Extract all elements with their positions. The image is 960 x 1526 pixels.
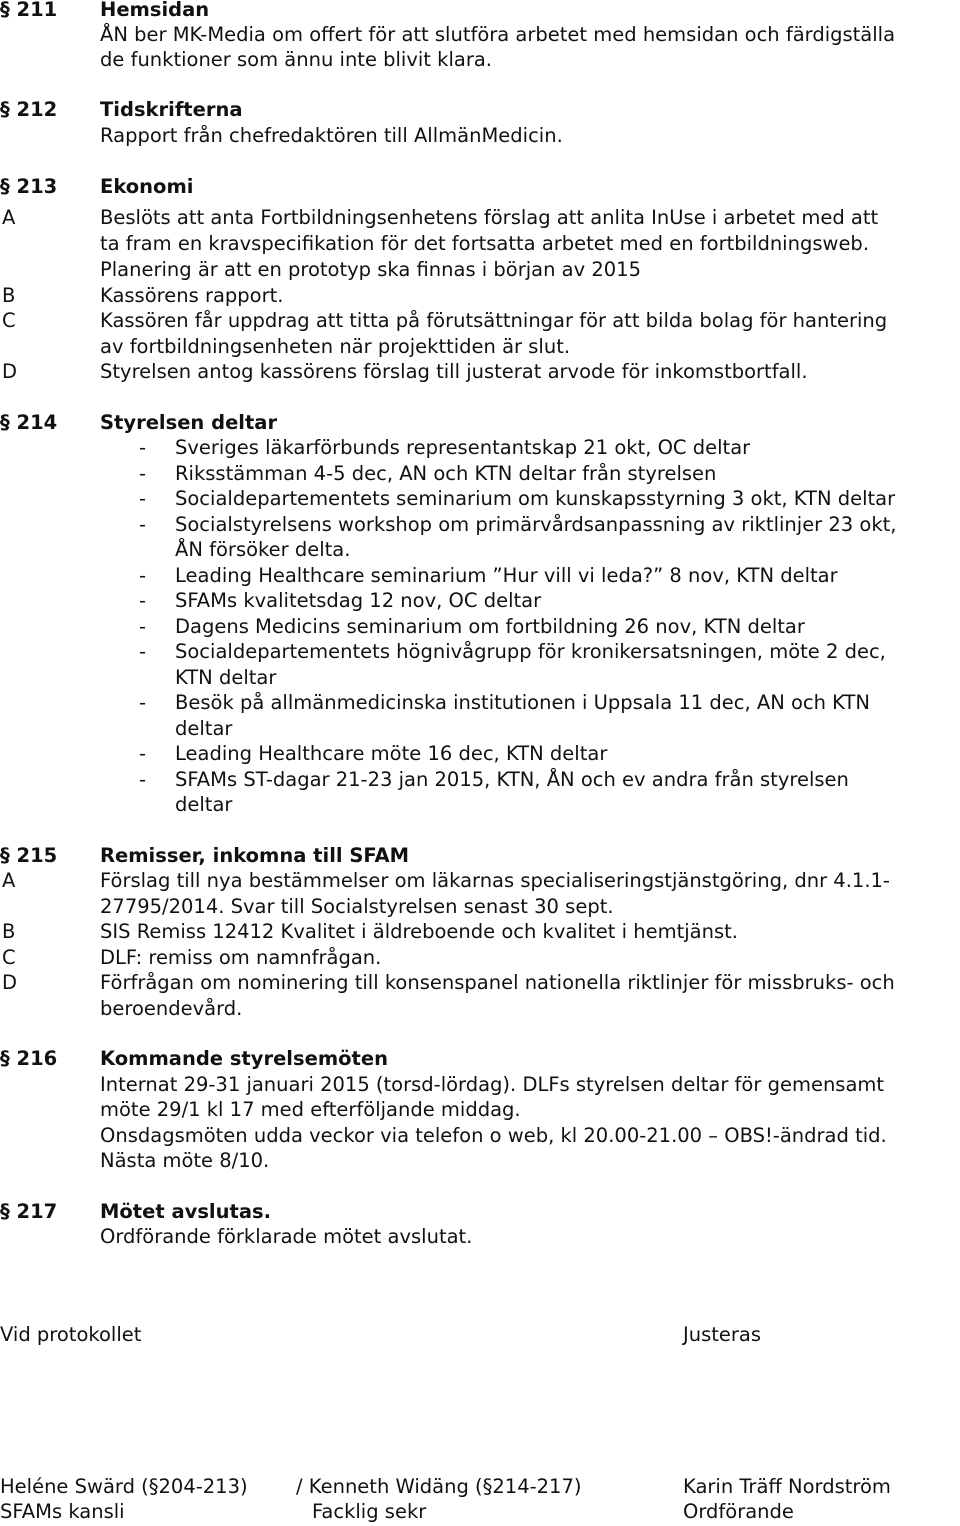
list-item (0, 486, 960, 512)
bullet-text: Leading Healthcare seminarium ”Hur vill vi leda?” 8 nov, KTN deltar (175, 564, 838, 587)
justeras-label: Justeras (683, 1323, 762, 1346)
section-number: § 216 (0, 1047, 58, 1070)
bullet-text: deltar (175, 793, 233, 816)
list-item (0, 461, 960, 487)
bullet-dash: - (139, 742, 147, 765)
item-text: 27795/2014. Svar till Socialstyrelsen senast 30 sept. (100, 895, 614, 918)
bullet-dash: - (139, 513, 147, 536)
bullet-text: Dagens Medicins seminarium om fortbildning 26 nov, KTN deltar (175, 615, 805, 638)
section-number: § 217 (0, 1200, 58, 1223)
bullet-dash: - (139, 564, 147, 587)
item-label: C (2, 309, 16, 332)
section-number: § 214 (0, 411, 58, 434)
section-title: Tidskrifterna (100, 98, 243, 121)
section-title: Styrelsen deltar (100, 411, 278, 434)
list-item (0, 563, 960, 589)
bullet-dash: - (139, 589, 147, 612)
item-text: DLF: remiss om namnfrågan. (100, 946, 382, 969)
bullet-text: Socialstyrelsens workshop om primärvårdsanpassning av riktlinjer 23 okt, (175, 513, 897, 536)
item-text: Förslag till nya bestämmelser om läkarnas specialiseringstjänstgöring, dnr 4.1.1- (100, 869, 890, 892)
item-text: Förfrågan om nominering till konsenspanel nationella riktlinjer för missbruks- och (100, 971, 895, 994)
item-text: Beslöts att anta Fortbildningsenhetens förslag att anlita InUse i arbetet med att (100, 206, 879, 229)
bullet-dash: - (139, 487, 147, 510)
section-217-header (0, 1199, 960, 1225)
section-text: Ordförande förklarade mötet avslutat. (100, 1225, 473, 1248)
bullet-dash: - (139, 640, 147, 663)
item-text: Styrelsen antog kassörens förslag till justerat arvode för inkomstbortfall. (100, 360, 808, 383)
item-text: beroendevård. (100, 997, 243, 1020)
section-212-header (0, 97, 960, 123)
section-text: ÅN ber MK-Media om offert för att slutföra arbetet med hemsidan och färdigställa (100, 23, 896, 46)
section-text: Nästa möte 8/10. (100, 1149, 270, 1172)
section-title: Ekonomi (100, 175, 194, 198)
item-label: D (2, 360, 18, 383)
section-number: § 212 (0, 98, 58, 121)
bullet-dash: - (139, 436, 147, 459)
list-item (0, 767, 960, 793)
bullet-text: KTN deltar (175, 666, 277, 689)
bullet-text: Riksstämman 4-5 dec, AN och KTN deltar från styrelsen (175, 462, 717, 485)
secretary2-role: Facklig sekr (312, 1500, 427, 1523)
bullet-dash: - (139, 768, 147, 791)
section-text: möte 29/1 kl 17 med efterföljande middag. (100, 1098, 521, 1121)
list-item (0, 588, 960, 614)
item-label: C (2, 946, 16, 969)
bullet-dash: - (139, 462, 147, 485)
bullet-dash: - (139, 615, 147, 638)
list-item (0, 639, 960, 665)
section-216-header (0, 1046, 960, 1072)
section-title: Kommande styrelsemöten (100, 1047, 388, 1070)
section-text: Internat 29-31 januari 2015 (torsd-lördag). DLFs styrelsen deltar för gemensamt (100, 1073, 885, 1096)
section-number: § 215 (0, 844, 58, 867)
item-text: SIS Remiss 12412 Kvalitet i äldreboende och kvalitet i hemtjänst. (100, 920, 738, 943)
section-213-header (0, 174, 960, 200)
section-title: Remisser, inkomna till SFAM (100, 844, 409, 867)
section-title: Mötet avslutas. (100, 1200, 271, 1223)
list-item (0, 614, 960, 640)
item-label: D (2, 971, 18, 994)
item-text: av fortbildningsenheten när projekttiden är slut. (100, 335, 571, 358)
list-item (0, 512, 960, 538)
item-text: ta fram en kravspecifikation för det fortsatta arbetet med en fortbildningsweb. (100, 232, 870, 255)
secretary2-name: / Kenneth Widäng (§214-217) (296, 1475, 582, 1498)
section-text: de funktioner som ännu inte blivit klara. (100, 48, 492, 71)
item-label: A (2, 206, 16, 229)
secretary1-role: SFAMs kansli (0, 1500, 125, 1523)
chair-name: Karin Träff Nordström (683, 1475, 891, 1498)
section-215-header (0, 843, 960, 869)
section-text: Rapport från chefredaktören till AllmänMedicin. (100, 124, 563, 147)
item-text: Kassörens rapport. (100, 284, 284, 307)
item-label: A (2, 869, 16, 892)
item-label: B (2, 920, 16, 943)
list-item (0, 690, 960, 716)
bullet-text: Socialdepartementets seminarium om kunskapsstyrning 3 okt, KTN deltar (175, 487, 896, 510)
section-number: § 213 (0, 175, 58, 198)
bullet-text: Socialdepartementets högnivågrupp för kronikersatsningen, möte 2 dec, (175, 640, 886, 663)
bullet-text: ÅN försöker delta. (175, 538, 351, 561)
bullet-text: SFAMs kvalitetsdag 12 nov, OC deltar (175, 589, 542, 612)
secretary1-name: Heléne Swärd (§204-213) (0, 1475, 248, 1498)
bullet-text: Besök på allmänmedicinska institutionen i Uppsala 11 dec, AN och KTN (175, 691, 870, 714)
item-label: B (2, 284, 16, 307)
bullet-text: deltar (175, 717, 233, 740)
bullet-dash: - (139, 691, 147, 714)
vid-protokollet-label: Vid protokollet (0, 1323, 142, 1346)
chair-role: Ordförande (683, 1500, 794, 1523)
section-text: Onsdagsmöten udda veckor via telefon o web, kl 20.00-21.00 – OBS!-ändrad tid. (100, 1124, 887, 1147)
section-214-header (0, 410, 960, 436)
bullet-text: Leading Healthcare möte 16 dec, KTN deltar (175, 742, 608, 765)
section-211-header (0, 0, 960, 23)
section-number: § 211 (0, 0, 58, 21)
item-text: Planering är att en prototyp ska finnas i början av 2015 (100, 258, 641, 281)
item-text: Kassören får uppdrag att titta på förutsättningar för att bilda bolag för hantering (100, 309, 888, 332)
list-item (0, 435, 960, 461)
section-title: Hemsidan (100, 0, 210, 21)
list-item (0, 741, 960, 767)
bullet-text: Sveriges läkarförbunds representantskap 21 okt, OC deltar (175, 436, 751, 459)
bullet-text: SFAMs ST-dagar 21-23 jan 2015, KTN, ÅN och ev andra från styrelsen (175, 768, 849, 791)
